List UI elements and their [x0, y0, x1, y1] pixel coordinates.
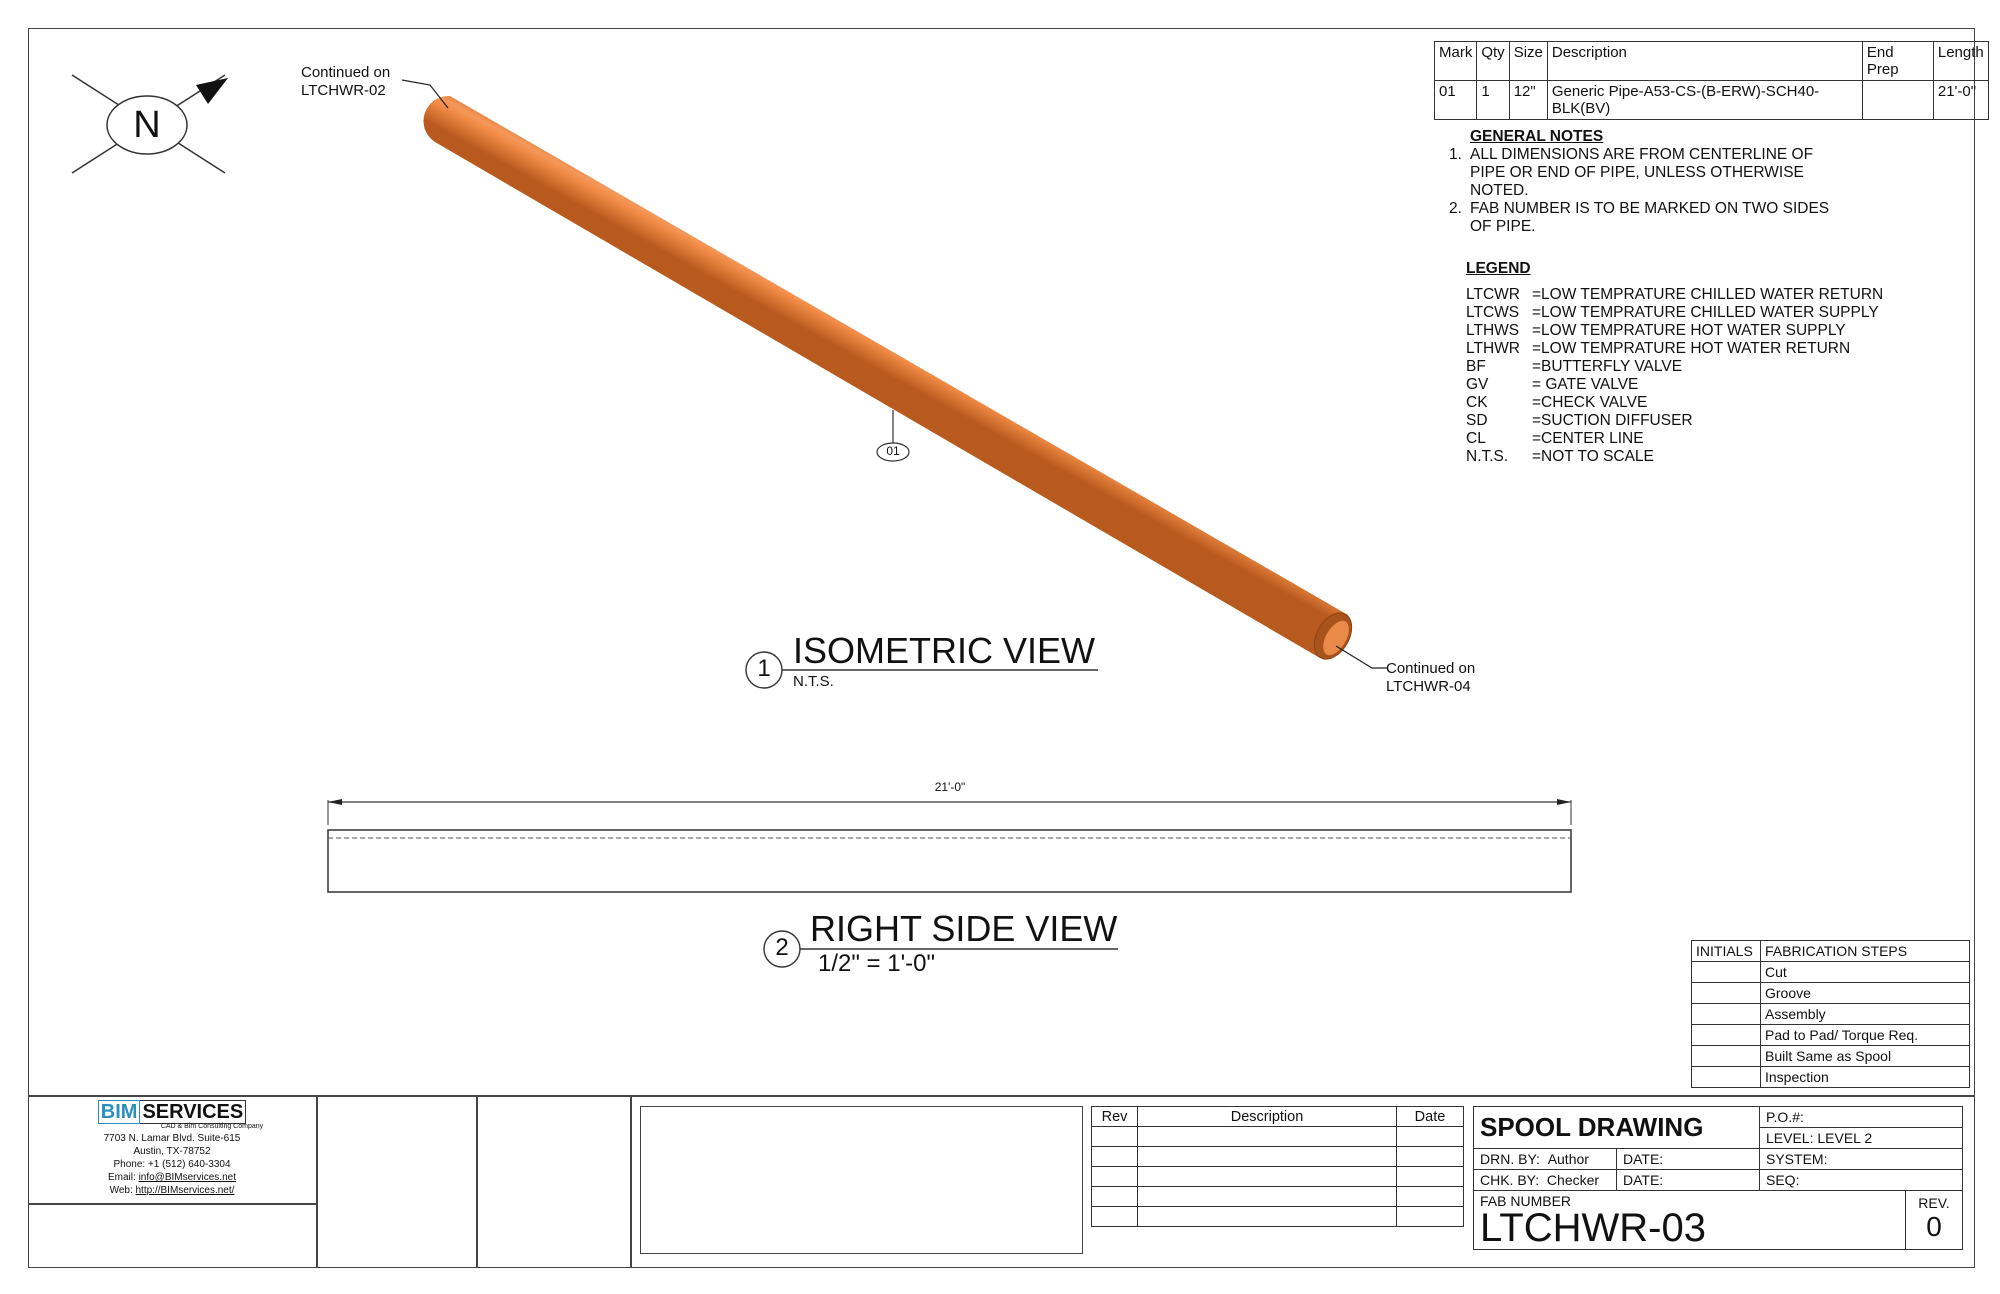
fab-initials-header: INITIALS — [1692, 941, 1761, 962]
view-number-2: 2 — [775, 934, 789, 961]
title-block — [1473, 1106, 1963, 1250]
legend-title: LEGEND — [1466, 260, 1531, 277]
legend — [1466, 260, 1883, 466]
legend-item: LTCWR =LOW TEMPRATURE CHILLED WATER RETURN — [1466, 286, 1884, 303]
email-link[interactable]: info@BIMservices.net — [138, 1172, 236, 1183]
side-view-drawing — [300, 780, 1600, 980]
web-link[interactable]: http://BIMservices.net/ — [135, 1185, 235, 1196]
bom-size: 12" — [1509, 81, 1547, 120]
fab-number-label: FAB NUMBER — [1480, 1193, 1572, 1209]
rev-header: Rev — [1092, 1107, 1138, 1127]
legend-item: LTHWS =LOW TEMPRATURE HOT WATER SUPPLY — [1466, 322, 1846, 339]
bom-length: 21'-0" — [1933, 81, 1988, 120]
legend-item: LTCWS =LOW TEMPRATURE CHILLED WATER SUPPLY — [1466, 304, 1879, 321]
title-block-divider — [476, 1095, 478, 1268]
legend-item: CK =CHECK VALVE — [1466, 394, 1648, 411]
legend-item: GV = GATE VALVE — [1466, 376, 1639, 393]
legend-item: BF =BUTTERFLY VALVE — [1466, 358, 1683, 375]
table-row: Pad to Pad/ Torque Req. — [1692, 1025, 1970, 1046]
bom-mark: 01 — [1435, 81, 1477, 120]
pipe-tag: 01 — [886, 444, 900, 458]
isometric-pipe — [0, 0, 1420, 720]
bom-end-prep — [1862, 81, 1933, 120]
table-row: Groove — [1692, 983, 1970, 1004]
seq-field: SEQ: — [1760, 1170, 1963, 1191]
legend-item: N.T.S. =NOT TO SCALE — [1466, 448, 1654, 465]
bom-description: Generic Pipe-A53-CS-(B-ERW)-SCH40-BLK(BV) — [1547, 81, 1862, 120]
view-number-1: 1 — [757, 655, 771, 682]
bom-header: Mark — [1435, 42, 1477, 81]
table-row: Inspection — [1692, 1067, 1970, 1088]
date-field: DATE: — [1617, 1170, 1760, 1191]
company-block — [28, 1098, 316, 1197]
company-email: Email: info@BIMservices.net — [108, 1172, 236, 1183]
drawing-stamp-box — [640, 1106, 1083, 1254]
company-city: Austin, TX-78752 — [133, 1146, 211, 1157]
company-logo: BIM SERVICES — [98, 1100, 246, 1124]
bom-header: Size — [1509, 42, 1547, 81]
north-label: N — [133, 104, 161, 146]
bom-header: Description — [1547, 42, 1862, 81]
rev-box — [1905, 1191, 1962, 1249]
fabrication-steps-table — [1691, 940, 1970, 1088]
legend-item: LTHWR =LOW TEMPRATURE HOT WATER RETURN — [1466, 340, 1851, 357]
title-block-divider — [316, 1095, 318, 1268]
company-address: 7703 N. Lamar Blvd. Suite-615 — [103, 1133, 241, 1144]
fab-steps-header: FABRICATION STEPS — [1761, 941, 1970, 962]
level-field: LEVEL: LEVEL 2 — [1760, 1128, 1963, 1149]
checked-by-field: CHK. BY: Checker — [1474, 1170, 1617, 1191]
continued-start-note: Continued on LTCHWR-02 — [301, 64, 391, 99]
side-view-title: RIGHT SIDE VIEW — [810, 908, 1118, 949]
rev-date-header: Date — [1397, 1107, 1464, 1127]
table-row — [1092, 1207, 1464, 1227]
company-web: Web: http://BIMservices.net/ — [109, 1185, 235, 1196]
title-block-divider — [28, 1095, 1975, 1097]
table-row — [1092, 1127, 1464, 1147]
rev-description-header: Description — [1138, 1107, 1397, 1127]
company-tagline: CAD & Bim Consulting Company — [160, 1123, 264, 1130]
isometric-view-title: ISOMETRIC VIEW — [793, 630, 1096, 671]
bom-header: Qty — [1477, 42, 1509, 81]
general-notes — [1449, 128, 1829, 236]
table-row — [1435, 81, 1989, 120]
date-field: DATE: — [1617, 1149, 1760, 1170]
table-row: Built Same as Spool — [1692, 1046, 1970, 1067]
rev-label: REV. — [1918, 1195, 1950, 1211]
fab-number: LTCHWR-03 — [1480, 1206, 1706, 1250]
continued-end-note: Continued on LTCHWR-04 — [1386, 660, 1476, 695]
title-block-divider — [630, 1095, 632, 1268]
legend-item: SD =SUCTION DIFFUSER — [1466, 412, 1693, 429]
revision-table — [1091, 1106, 1464, 1227]
legend-item: CL =CENTER LINE — [1466, 430, 1644, 447]
table-row: Assembly — [1692, 1004, 1970, 1025]
drawn-by-field: DRN. BY: Author — [1474, 1149, 1617, 1170]
table-row — [1092, 1167, 1464, 1187]
system-field: SYSTEM: — [1760, 1149, 1963, 1170]
table-row: Cut — [1692, 962, 1970, 983]
po-field: P.O.#: — [1760, 1107, 1963, 1128]
title-block-divider — [28, 1203, 316, 1205]
bom-header: End Prep — [1862, 42, 1933, 81]
general-notes-title: GENERAL NOTES — [1470, 128, 1604, 145]
rev-value: 0 — [1926, 1211, 1942, 1242]
isometric-view-scale: N.T.S. — [793, 673, 834, 690]
bill-of-materials — [1434, 41, 1989, 120]
bom-header: Length — [1933, 42, 1988, 81]
note-item: 2. FAB NUMBER IS TO BE MARKED ON TWO SIDES OF PIPE. — [1449, 200, 1830, 235]
bom-qty: 1 — [1477, 81, 1509, 120]
table-row — [1092, 1187, 1464, 1207]
table-row — [1092, 1147, 1464, 1167]
drawing-title: SPOOL DRAWING — [1474, 1107, 1760, 1149]
company-phone: Phone: +1 (512) 640-3304 — [113, 1159, 231, 1170]
note-item: 1. ALL DIMENSIONS ARE FROM CENTERLINE OF PIPE OR END OF PIPE, UNLESS OTHERWISE NOTED. — [1449, 146, 1814, 199]
side-view-scale: 1/2" = 1'-0" — [818, 950, 936, 977]
side-view-dimension: 21'-0" — [934, 780, 966, 794]
